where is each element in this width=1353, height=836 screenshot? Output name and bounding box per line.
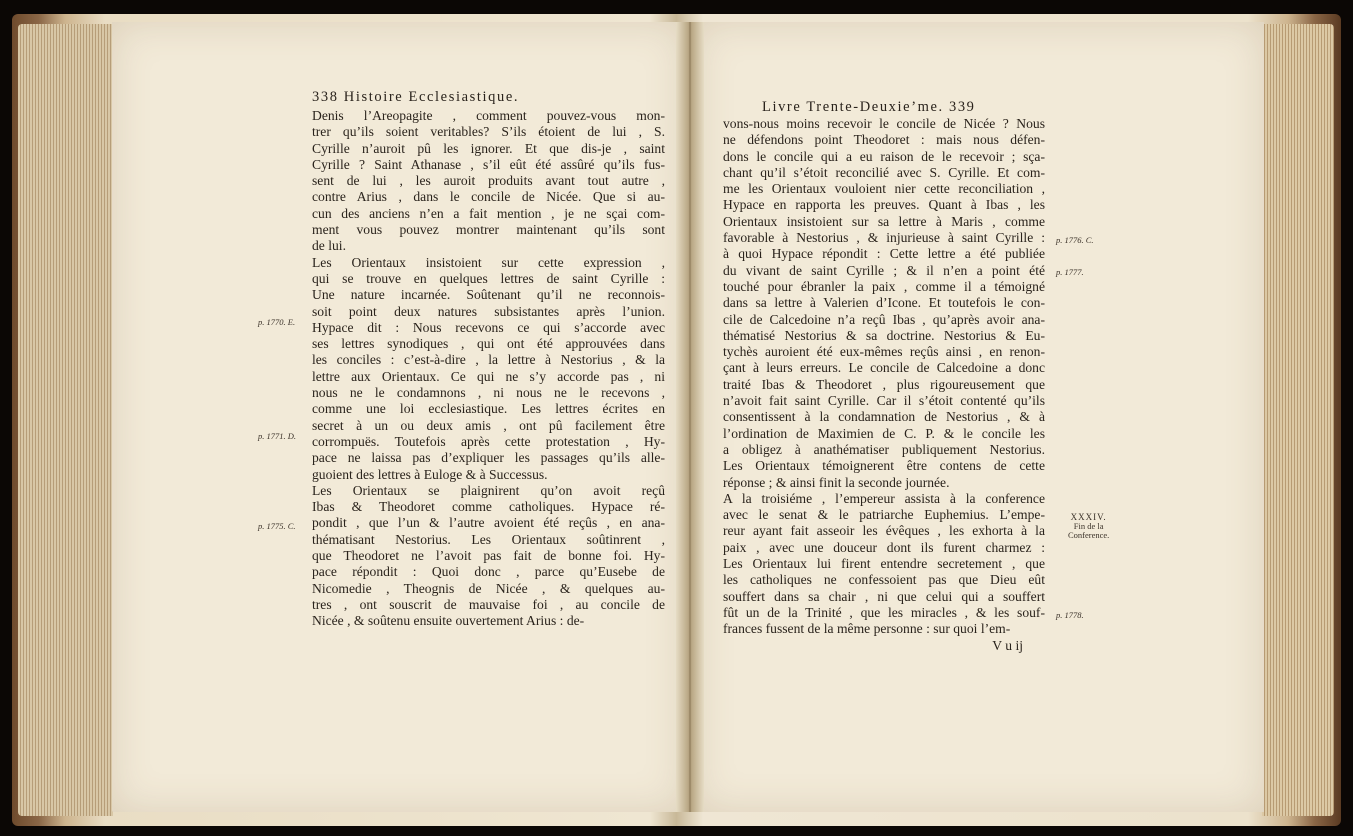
- text-line: pace ne laissa pas d’expliquer les passages qu’ils alle-: [312, 450, 665, 466]
- right-body-text: [723, 116, 1045, 638]
- text-line: Nicomedie , Theognis de Nicée , & quelques au-: [312, 580, 665, 596]
- text-line: Les Orientaux lui firent entendre secretement , que: [723, 556, 1045, 572]
- text-line: a obligez à anathématiser publiquement Nestorius.: [723, 441, 1045, 457]
- text-line: Cyrille ? Saint Athanase , s’il eût été assûré qu’ils fus-: [312, 156, 665, 172]
- text-line: reur ayant fait asseoir les évêques , les exhorta à la: [723, 523, 1045, 539]
- text-line: consentissent à la condamnation de Nestorius , & à: [723, 409, 1045, 425]
- text-line: sent de lui , les auroit produits avant tout autre ,: [312, 173, 665, 189]
- right-margin-note: p. 1777.: [1056, 267, 1084, 277]
- page-edges-left: [18, 24, 113, 816]
- text-line: tychès auroient été eux-mêmes reçûs ainsi , en renon-: [723, 344, 1045, 360]
- text-line: me les Orientaux vouloient nier cette reconciliation ,: [723, 181, 1045, 197]
- text-line: Les Orientaux insistoient sur cette expression ,: [312, 254, 665, 270]
- text-line: cile de Calcedoine n’a reçû Ibas , qu’après avoir ana-: [723, 311, 1045, 327]
- text-line: qui se trouve en quelques lettres de saint Cyrille :: [312, 270, 665, 286]
- text-line: à quoi Hypace répondit : Cette lettre a été publiée: [723, 246, 1045, 262]
- text-line: cun des anciens n’en a fait mention , je ne sçai com-: [312, 205, 665, 221]
- text-line: Denis l’Areopagite , comment pouvez-vous mon-: [312, 108, 665, 123]
- text-line: A la troisiéme , l’empereur assista à la conference: [723, 490, 1045, 506]
- text-line: Ibas & Theodoret comme catholiques. Hypace ré-: [312, 499, 665, 515]
- text-line: Les Orientaux se plaignirent qu’on avoit reçû: [312, 482, 665, 498]
- left-body-text: [312, 108, 665, 630]
- right-margin-note: p. 1778.: [1056, 610, 1084, 620]
- text-line: pace répondit : Quoi donc , parce qu’Eusebe de: [312, 564, 665, 580]
- text-line: lettre aux Orientaux. Ce qui ne s’y accorde pas , ni: [312, 368, 665, 384]
- text-line: Nicée , & soûtenu ensuite ouvertement Arius : de-: [312, 613, 585, 629]
- text-line: ne défendons point Theodoret : mais nous défen-: [723, 132, 1045, 148]
- text-line: vons-nous moins recevoir le concile de Nicée ? Nous: [723, 116, 1045, 131]
- text-line: nous ne le condamnons , ni nous ne le recevons ,: [312, 385, 665, 401]
- page-edges-right: [1262, 24, 1334, 816]
- text-line: favorable à Nestorius , & injurieuse à saint Cyrille :: [723, 230, 1045, 246]
- book-gutter: [676, 22, 704, 812]
- text-line: Les Orientaux témoignerent être contens de cette: [723, 458, 1045, 474]
- text-line: dans sa lettre à Valerien d’Icone. Et toutefois le con-: [723, 295, 1045, 311]
- text-line: çant à leurs erreurs. Le concile de Calcedoine a donc: [723, 360, 1045, 376]
- text-line: ses lettres synodiques , qui ont été approuvées dans: [312, 336, 665, 352]
- text-line: soit point deux natures subsistantes après l’union.: [312, 303, 665, 319]
- text-line: traité Ibas & Theodoret , plus rigoureusement que: [723, 376, 1045, 392]
- text-line: guoient des lettres à Euloge & à Successus.: [312, 466, 548, 482]
- text-line: du vivant de saint Cyrille ; & il n’en a point été: [723, 262, 1045, 278]
- text-line: dons le concile qui a eu raison de le recevoir ; sça-: [723, 148, 1045, 164]
- text-line: corrompuës. Toutefois après cette protestation , Hy-: [312, 433, 665, 449]
- text-line: frances fussent de la même personne : sur quoi l’em-: [723, 621, 1011, 637]
- text-line: fût un de la Trinité , que les miracles , & les souf-: [723, 604, 1045, 620]
- text-line: n’avoit fait saint Cyrille. Car il s’étoit contenté qu’ils: [723, 393, 1045, 409]
- text-line: touché pour ébranler la paix , comme il a témoigné: [723, 278, 1045, 294]
- text-line: Orientaux insistoient sur sa lettre à Maris , comme: [723, 213, 1045, 229]
- left-running-header: 338 Histoire Ecclesiastique.: [312, 89, 520, 105]
- text-line: Cyrille n’auroit pû les ignorer. Et que dis-je , saint: [312, 140, 665, 156]
- right-margin-note: p. 1776. C.: [1056, 235, 1094, 245]
- text-line: ment vous pouvez montrer maintenant qu’ils sont: [312, 222, 665, 238]
- text-line: que Theodoret ne l’avoit pas fait de bonne foi. Hy-: [312, 548, 665, 564]
- text-line: Une nature incarnée. Soûtenant qu’il ne reconnois-: [312, 287, 665, 303]
- text-line: souffert dans sa chair , ni que celui qui a souffert: [723, 588, 1045, 604]
- text-line: de lui.: [312, 238, 346, 254]
- right-running-header: Livre Trente-Deuxie’me. 339: [762, 99, 976, 115]
- page-signature: V u ij: [992, 638, 1023, 653]
- text-line: les catholiques ne confessoient pas que Dieu eût: [723, 572, 1045, 588]
- text-line: l’ordination de Maximien de C. P. & le concile les: [723, 425, 1045, 441]
- section-side-note: XXXIV. Fin de la Conference.: [1068, 512, 1110, 540]
- text-line: tres , ont souscrit de mauvaise foi , au concile de: [312, 596, 665, 612]
- text-line: chant qu’il s’étoit reconcilié avec S. Cyrille. Et com-: [723, 164, 1045, 180]
- text-line: trer qu’ils soient veritables? S’ils étoient de lui , S.: [312, 124, 665, 140]
- text-line: comme une loi ecclesiastique. Les lettres écrites en: [312, 401, 665, 417]
- left-margin-note: p. 1771. D.: [258, 431, 297, 441]
- text-line: contre Arius , dans le concile de Nicée. Que si au-: [312, 189, 665, 205]
- left-margin-note: p. 1775. C.: [258, 521, 296, 531]
- text-line: secret à un ou deux amis , ont pû facilement être: [312, 417, 665, 433]
- text-line: réponse ; & ainsi finit la seconde journée.: [723, 474, 950, 490]
- left-margin-note: p. 1770. E.: [258, 317, 296, 327]
- text-line: thématisé Nestorius & sa doctrine. Nestorius & Eu-: [723, 327, 1045, 343]
- text-line: Hypace en rapporta les preuves. Quant à Ibas , les: [723, 197, 1045, 213]
- text-line: thématisant Nestorius. Les Orientaux soûtinrent ,: [312, 531, 665, 547]
- text-line: Hypace dit : Nous recevons ce qui s’accorde avec: [312, 319, 665, 335]
- text-line: paix , avec une douceur dont ils furent charmez :: [723, 539, 1045, 555]
- text-line: pondit , que l’un & l’autre avoient été reçûs , en ana-: [312, 515, 665, 531]
- text-line: avec le senat & le patriarche Euphemius. L’empe-: [723, 507, 1045, 523]
- text-line: les conciles : c’est-à-dire , la lettre à Nestorius , & la: [312, 352, 665, 368]
